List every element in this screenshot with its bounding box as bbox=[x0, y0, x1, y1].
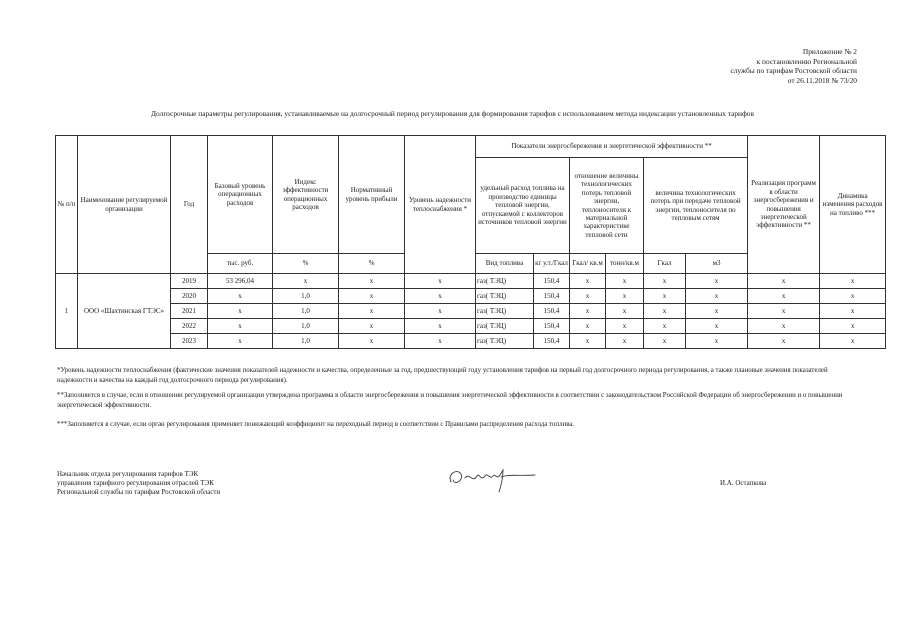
cell-index: х bbox=[273, 274, 339, 289]
header-program: Реализация программ в области энергосбережения и повышения энергетической эффективности ** bbox=[748, 136, 820, 274]
appendix-line: от 26.11.2018 № 73/20 bbox=[787, 75, 857, 85]
cell-value-1: х bbox=[644, 289, 686, 304]
unit-loss-2: тонн/кв.м bbox=[606, 254, 644, 274]
header-profit-level: Нормативный уровень прибыли bbox=[339, 136, 405, 254]
cell-reliability: х bbox=[405, 274, 476, 289]
cell-year: 2020 bbox=[171, 289, 208, 304]
header-energy-group: Показатели энергосбережения и энергетической эффективности ** bbox=[476, 136, 748, 158]
footnote-dynamics: ***Заполняется в случае, если орган регулирования применяет понижающий коэффициент на переходный период в соответствии с Правилами распределения расхода топлива. bbox=[57, 421, 575, 428]
cell-fuel-rate: 150,4 bbox=[534, 274, 570, 289]
table-row bbox=[56, 334, 886, 349]
cell-fuel-type: газ( ТЭЦ) bbox=[476, 274, 534, 289]
cell-base: х bbox=[208, 334, 273, 349]
header-year: Год bbox=[171, 136, 208, 274]
unit-value-1: Гкал bbox=[644, 254, 686, 274]
unit-loss-1: Гкал/ кв.м bbox=[570, 254, 606, 274]
cell-reliability: х bbox=[405, 304, 476, 319]
cell-profit: х bbox=[339, 319, 405, 334]
cell-year: 2022 bbox=[171, 319, 208, 334]
cell-loss-1: х bbox=[570, 304, 606, 319]
cell-profit: х bbox=[339, 304, 405, 319]
cell-loss-1: х bbox=[570, 334, 606, 349]
cell-program: х bbox=[748, 304, 820, 319]
signatory-line: Начальник отдела регулирования тарифов ТЭК bbox=[57, 470, 199, 478]
cell-program: х bbox=[748, 334, 820, 349]
cell-loss-2: х bbox=[606, 334, 644, 349]
appendix-line: к постановлению Региональной bbox=[756, 56, 857, 66]
table-row bbox=[56, 304, 886, 319]
cell-reliability: х bbox=[405, 334, 476, 349]
cell-value-2: х bbox=[686, 274, 748, 289]
cell-fuel-type: газ( ТЭЦ) bbox=[476, 304, 534, 319]
cell-base: х bbox=[208, 319, 273, 334]
cell-loss-1: х bbox=[570, 274, 606, 289]
cell-base: х bbox=[208, 289, 273, 304]
parameters-table bbox=[55, 135, 886, 349]
cell-dynamics: х bbox=[820, 319, 886, 334]
handwritten-signature-icon bbox=[443, 462, 543, 496]
cell-base: 53 296,04 bbox=[208, 274, 273, 289]
cell-index: 1,0 bbox=[273, 304, 339, 319]
cell-fuel-rate: 150,4 bbox=[534, 289, 570, 304]
cell-fuel-rate: 150,4 bbox=[534, 319, 570, 334]
cell-fuel-type: газ( ТЭЦ) bbox=[476, 289, 534, 304]
cell-profit: х bbox=[339, 289, 405, 304]
appendix-line: службы по тарифам Ростовской области bbox=[730, 66, 857, 76]
table-row bbox=[56, 274, 886, 289]
unit-base: тыс. руб. bbox=[208, 254, 273, 274]
cell-index: 1,0 bbox=[273, 289, 339, 304]
cell-loss-1: х bbox=[570, 289, 606, 304]
header-efficiency-index: Индекс эффективности операционных расходов bbox=[273, 136, 339, 254]
cell-fuel-rate: 150,4 bbox=[534, 304, 570, 319]
footnote-program: **Заполняется в случае, если в отношении регулируемой организации утверждена программа в области энергосбережения и повышения энергетической эффективности в соответствии с законодательством Российской Федерации об энергосбережении и о повышении энергетической эффективности. bbox=[57, 392, 843, 409]
cell-value-2: х bbox=[686, 334, 748, 349]
cell-dynamics: х bbox=[820, 334, 886, 349]
cell-loss-2: х bbox=[606, 289, 644, 304]
cell-dynamics: х bbox=[820, 274, 886, 289]
cell-value-1: х bbox=[644, 319, 686, 334]
cell-loss-2: х bbox=[606, 274, 644, 289]
header-org-name: Наименование регулируемой организации bbox=[78, 136, 171, 274]
cell-loss-2: х bbox=[606, 319, 644, 334]
cell-program: х bbox=[748, 319, 820, 334]
header-specific-fuel: удельный расход топлива на производство единицы тепловой энергии, отпускаемой с коллекторов источников тепловой энергии bbox=[476, 158, 570, 254]
unit-profit: % bbox=[339, 254, 405, 274]
cell-reliability: х bbox=[405, 319, 476, 334]
appendix-block bbox=[730, 47, 857, 85]
cell-program: х bbox=[748, 274, 820, 289]
cell-loss-1: х bbox=[570, 319, 606, 334]
header-loss-value: величина технологических потерь при передаче тепловой энергии, теплоносителя по тепловым сетям bbox=[644, 158, 748, 254]
cell-value-2: х bbox=[686, 304, 748, 319]
header-base-level: Базовый уровень операционных расходов bbox=[208, 136, 273, 254]
cell-dynamics: х bbox=[820, 289, 886, 304]
unit-index: % bbox=[273, 254, 339, 274]
header-loss-ratio: отношение величины технологических потерь тепловой энергии, теплоносителя к материальной характеристике тепловой сети bbox=[570, 158, 644, 254]
document-title: Долгосрочные параметры регулирования, устанавливаемые на долгосрочный период регулирования для формирования тарифов с использованием метода индексации установленных тарифов bbox=[151, 109, 754, 118]
table-row bbox=[56, 289, 886, 304]
cell-reliability: х bbox=[405, 289, 476, 304]
cell-year: 2019 bbox=[171, 274, 208, 289]
table-row bbox=[56, 319, 886, 334]
cell-fuel-type: газ( ТЭЦ) bbox=[476, 334, 534, 349]
cell-index: 1,0 bbox=[273, 319, 339, 334]
cell-fuel-rate: 150,4 bbox=[534, 334, 570, 349]
cell-program: х bbox=[748, 289, 820, 304]
cell-base: х bbox=[208, 304, 273, 319]
unit-fuel: кг у.т./Гкал bbox=[534, 254, 570, 274]
cell-index: 1,0 bbox=[273, 334, 339, 349]
header-dynamics: Динамика изменения расходов на топливо *** bbox=[820, 136, 886, 274]
cell-profit: х bbox=[339, 334, 405, 349]
header-reliability: Уровень надежности теплоснабжения * bbox=[405, 136, 476, 274]
unit-fuel-type: Вид топлива bbox=[476, 254, 534, 274]
signatory-line: управления тарифного регулирования отраслей ТЭК bbox=[57, 478, 214, 487]
unit-value-2: м3 bbox=[686, 254, 748, 274]
cell-loss-2: х bbox=[606, 304, 644, 319]
signatory-position bbox=[57, 470, 220, 496]
cell-year: 2023 bbox=[171, 334, 208, 349]
cell-value-2: х bbox=[686, 289, 748, 304]
signatory-line: Региональной службы по тарифам Ростовской области bbox=[57, 487, 221, 496]
cell-profit: х bbox=[339, 274, 405, 289]
org-name: ООО «Шахтинская ГТЭС» bbox=[78, 274, 171, 349]
org-num: 1 bbox=[56, 274, 78, 349]
cell-value-1: х bbox=[644, 274, 686, 289]
appendix-line: Приложение № 2 bbox=[802, 47, 857, 56]
cell-year: 2021 bbox=[171, 304, 208, 319]
cell-dynamics: х bbox=[820, 304, 886, 319]
footnote-reliability: *Уровень надежности теплоснабжения (фактические значения показателей надежности и качества, определенные за год, предшествующий году установления тарифов на первый год долгосрочного периода регулирования, а также плановые значения показателей надежности и качества на каждый год долгосрочного периода регулирования). bbox=[57, 367, 828, 384]
signatory-name: И.А. Остапкова bbox=[720, 479, 767, 487]
cell-value-1: х bbox=[644, 304, 686, 319]
cell-fuel-type: газ( ТЭЦ) bbox=[476, 319, 534, 334]
cell-value-2: х bbox=[686, 319, 748, 334]
cell-value-1: х bbox=[644, 334, 686, 349]
header-num: № п/п bbox=[56, 136, 78, 274]
